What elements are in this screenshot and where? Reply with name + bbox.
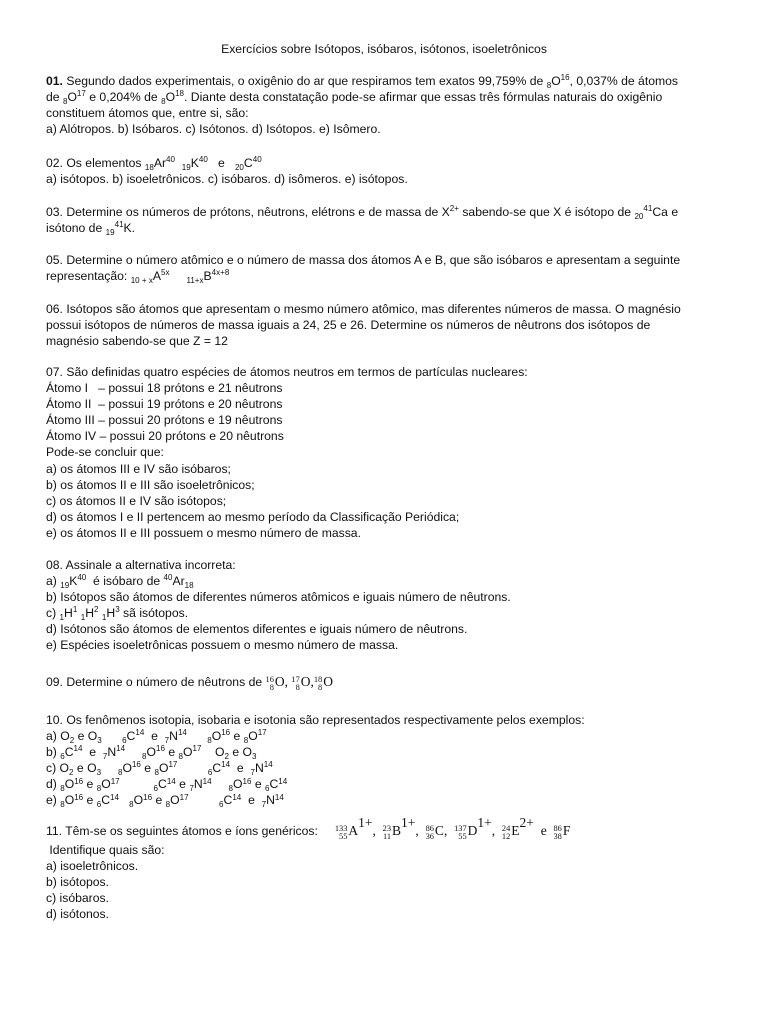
question-06 [46, 301, 726, 349]
text-span: 7 [261, 800, 267, 810]
text-span: A [348, 823, 359, 838]
text-span: O [64, 793, 75, 808]
options-row: a) isótopos. b) isoeletrônicos. c) isóbaros. d) isômeros. e) isótopos. [46, 172, 408, 187]
text-span: 16 [74, 776, 84, 786]
text-span: 17 [291, 674, 300, 684]
text-span: 7 [164, 735, 170, 745]
text-span: C [212, 761, 222, 776]
text-span: B [392, 823, 402, 838]
text-span: 17 [110, 776, 120, 786]
text-line [46, 204, 726, 220]
text-span: e [76, 761, 84, 776]
text-span: 19 [60, 580, 70, 590]
text-span: 8 [117, 768, 123, 778]
text-span: c) [46, 761, 57, 776]
text-span: O [87, 761, 97, 776]
text-span: 6 [60, 752, 65, 761]
text-span: 7 [189, 784, 194, 794]
text-span: magnésio sabendo-se que Z = 12 [46, 334, 228, 349]
text-span: 03. Determine os números de prótons, nêutrons, elétrons e de massa de X [46, 205, 450, 219]
option-a: a) os átomos III e IV são isóbaros; [46, 461, 231, 476]
option-d: d) Isótonos são átomos de elementos diferentes e iguais número de nêutrons. [46, 622, 468, 637]
text-span: Ar [172, 574, 185, 589]
text-span: e [540, 823, 547, 838]
nuclide-notation [266, 676, 274, 693]
text-span: 8 [154, 768, 159, 778]
text-span: 05. Determine o número atômico e o número de massa dos átomos A e B, que são isóbaros e apresentam a seguinte [46, 253, 681, 267]
text-span: sã isótopos. [119, 606, 189, 621]
text-span: possui isótopos de números de massa iguais a 24, 25 e 26. Determine os números de nêutrons dos isótopos de [46, 318, 651, 333]
text-span: sabendo-se que X é isótopo de [458, 205, 635, 219]
text-span: K. [123, 221, 136, 236]
text-span: 16 [74, 792, 84, 802]
text-span: e [236, 761, 244, 776]
text-span: 17 [257, 728, 267, 738]
text-span: 41 [643, 204, 653, 214]
text-span: 06. Isótopos são átomos que apresentam o mesmo número atômico, mas diferentes números de massa. O magnésio [46, 302, 681, 316]
text-span: , [372, 823, 376, 838]
option-a [46, 728, 726, 744]
text-span: O [122, 761, 132, 776]
page-title: Exercícios sobre Isótopos, isóbaros, isótonos, isoeletrônicos [221, 42, 547, 56]
text-span: e 0,204% de [85, 90, 162, 105]
text-span: C [269, 777, 279, 792]
text-span: O [87, 729, 98, 744]
text-span: O [59, 761, 70, 776]
text-span: 8 [178, 752, 183, 761]
text-span: 17 [192, 744, 202, 754]
text-span: e [254, 777, 262, 792]
text-line [46, 814, 726, 842]
option-b: b) isótopos. [46, 874, 110, 889]
text-span: O [551, 74, 561, 88]
nuclide-notation [335, 825, 348, 842]
text-span: O [248, 729, 258, 744]
text-span: 4x+8 [211, 268, 230, 278]
text-span: , 0,037% de átomos [569, 74, 679, 88]
text-span: 40 [166, 155, 175, 165]
text-span: 11 [382, 832, 392, 842]
text-span: O [146, 745, 156, 760]
text-line [46, 220, 726, 236]
text-span: 40 [198, 155, 208, 165]
text-span: 11+x [186, 275, 204, 285]
text-span: isótono de [46, 221, 106, 236]
text-span: 36 [425, 832, 434, 842]
text-span: O [323, 674, 333, 689]
nuclide-notation [426, 825, 434, 842]
text-span: 6 [207, 768, 213, 778]
text-span: e [232, 745, 240, 760]
text-span: 40 [77, 573, 87, 583]
text-span: 14 [110, 792, 119, 802]
text-span: 18 [313, 674, 323, 684]
question-08 [46, 557, 726, 654]
text-span: a) [46, 729, 57, 744]
text-span: Pode-se concluir que: [46, 445, 164, 460]
nuclide-notation [502, 825, 510, 842]
text-span: e [144, 761, 152, 776]
text-span: 02. Os elementos [46, 156, 145, 170]
text-span: 18 [184, 580, 194, 590]
text-span: representação: [46, 269, 131, 284]
text-span: 10. Os fenômenos isotopia, isobaria e isotonia são representados respectivamente pelos exemplos: [46, 713, 585, 727]
text-span: 86 [553, 823, 562, 833]
text-span: 14 [135, 728, 145, 738]
text-span: H [106, 606, 116, 621]
text-span: H [85, 606, 95, 621]
option-e: e) Espécies isoeletrônicas possuem o mesmo número de massa. [46, 638, 399, 653]
text-span: 16 [242, 776, 252, 786]
text-span: 1+ [401, 814, 416, 830]
text-span: e [168, 745, 176, 760]
text-span: e [86, 777, 94, 792]
text-span: e [155, 793, 163, 808]
text-span: F [562, 823, 571, 838]
text-span: , [415, 823, 419, 838]
text-span: 55 [458, 832, 467, 842]
text-span: 1 [101, 613, 107, 623]
text-span: 8 [62, 96, 68, 106]
option-e [46, 792, 726, 808]
option-c: c) isóbaros. [46, 890, 109, 905]
text-span: 14 [232, 792, 242, 802]
option-a: a) isoeletrônicos. [46, 858, 139, 873]
text-span: 8 [60, 784, 65, 794]
text-span: 16 [560, 73, 570, 83]
question-09 [46, 674, 726, 693]
text-span: 2 [224, 752, 229, 761]
text-span: N [266, 793, 275, 808]
text-span: constituem átomos que, entre si, são: [46, 106, 249, 121]
text-span: 14 [263, 760, 273, 770]
text-span: 8 [546, 80, 552, 90]
text-span: O [274, 674, 285, 689]
question-05 [46, 252, 726, 284]
text-span: e [151, 729, 158, 744]
text-span: 14 [177, 728, 187, 738]
text-span: 14 [278, 776, 288, 786]
text-span: 1+ [477, 814, 492, 830]
text-span: 1 [72, 605, 78, 615]
text-span: Ar [153, 156, 167, 170]
text-span: 137 [454, 823, 467, 833]
text-span: 17 [76, 89, 86, 99]
text-span: 3 [251, 752, 257, 761]
text-span: 133 [334, 823, 348, 833]
text-span: 3 [115, 605, 120, 615]
text-span: 08. Assinale a alternativa incorreta: [46, 558, 236, 572]
nuclide-notation [553, 825, 561, 842]
text-span: B [203, 269, 212, 284]
text-span: 19 [105, 227, 115, 237]
text-span: 16 [265, 674, 274, 684]
option-b [46, 744, 726, 760]
text-span: 8 [207, 735, 212, 745]
text-span: 24 [501, 823, 511, 833]
nuclide-notation [291, 676, 299, 693]
text-span: c) [46, 606, 60, 621]
text-span: O [300, 674, 311, 689]
text-span: 16 [221, 728, 231, 738]
option-d [46, 776, 726, 792]
text-span: , [284, 674, 288, 689]
text-span: 19 [181, 162, 191, 172]
text-span: 2 [94, 605, 99, 615]
text-span: O [233, 777, 243, 792]
text-span: 8 [269, 683, 274, 693]
text-span: é isóbaro de [89, 574, 164, 589]
option-b: b) Isótopos são átomos de diferentes números atômicos e iguais número de nêutrons. [46, 590, 511, 605]
text-span: 16 [143, 792, 153, 802]
text-line [46, 73, 726, 89]
text-span: 18 [175, 89, 185, 99]
text-span: 8 [243, 735, 249, 745]
text-span: 8 [318, 683, 323, 693]
text-span: 20 [234, 162, 244, 172]
nuclide-notation [314, 676, 322, 693]
text-span: de [46, 90, 63, 105]
text-span: 18 [144, 162, 154, 172]
text-span: 2+ [519, 814, 534, 830]
text-span: C [101, 793, 111, 808]
text-line [46, 674, 726, 693]
text-span: e [77, 729, 85, 744]
text-span: 2 [69, 768, 74, 778]
text-span: D [467, 823, 478, 838]
text-span: O [158, 761, 169, 776]
text-span: O [214, 745, 225, 760]
text-span: e [89, 745, 97, 760]
text-span: N [107, 745, 117, 760]
text-span: 3 [96, 768, 102, 778]
text-span: a) [46, 574, 61, 589]
text-span: d) [46, 777, 57, 792]
text-span: O [101, 777, 111, 792]
text-span: Átomo II – possui 19 prótons e 20 nêutrons [46, 397, 283, 412]
text-span: H [64, 606, 73, 621]
text-span: C [64, 745, 74, 760]
text-span: 6 [219, 800, 224, 810]
text-span: C [434, 823, 444, 838]
text-span: 40 [252, 155, 262, 165]
text-span: C [223, 793, 233, 808]
text-span: O [165, 90, 176, 105]
nuclide-notation [383, 825, 391, 842]
question-11 [46, 814, 726, 922]
option-d: d) isótonos. [46, 907, 110, 922]
text-span: N [169, 729, 178, 744]
text-span: e [86, 793, 94, 808]
option-d: d) os átomos I e II pertencem ao mesmo período da Classificação Periódica; [46, 509, 460, 524]
text-span: b) [46, 745, 57, 760]
text-span: 7 [102, 752, 108, 761]
text-span: , [491, 823, 496, 838]
text-span: Ca e [652, 205, 679, 219]
text-span: e) [46, 793, 57, 808]
text-span: 2 [69, 735, 75, 745]
text-span: e [248, 793, 255, 808]
text-span: E [511, 823, 520, 838]
text-span: 5x [161, 268, 170, 278]
text-span: 16 [155, 744, 165, 754]
text-span: 14 [202, 776, 212, 786]
text-span: 3 [97, 735, 102, 745]
text-span: 8 [165, 800, 171, 810]
text-span: Átomo III – possui 20 prótons e 19 nêutrons [46, 413, 283, 428]
text-span: A [152, 269, 161, 284]
text-span: 6 [96, 800, 102, 810]
text-span: 14 [274, 792, 284, 802]
question-07 [46, 364, 726, 541]
text-span: . Diante desta constatação pode-se afirmar que essas três fórmulas naturais do oxigênio [184, 90, 663, 105]
text-span: 1+ [358, 814, 373, 830]
option-a [46, 573, 726, 589]
text-span: Segundo dados experimentais, o oxigênio do ar que respiramos tem exatos 99,759% de [62, 74, 547, 88]
text-span: 8 [96, 784, 102, 794]
text-span: C [243, 156, 253, 170]
text-span: 20 [634, 211, 644, 221]
option-c [46, 605, 726, 621]
text-span: N [193, 777, 203, 792]
text-span: O [64, 777, 75, 792]
text-span: 14 [166, 776, 176, 786]
text-span: 86 [425, 823, 434, 833]
text-span: 07. São definidas quatro espécies de átomos neutros em termos de partículas nucleares: [46, 365, 528, 379]
text-span: 09. Determine o número de nêutrons de [46, 675, 266, 689]
text-span: 8 [129, 800, 134, 810]
text-span: K [69, 574, 78, 589]
text-span: 8 [60, 800, 65, 810]
question-10 [46, 712, 726, 809]
text-span: 14 [73, 744, 83, 754]
text-line [46, 268, 726, 284]
text-span: 16 [131, 760, 141, 770]
question-01 [46, 73, 726, 137]
text-span: 23 [382, 823, 392, 833]
text-span: O [211, 729, 222, 744]
text-span: 8 [142, 752, 147, 761]
text-span: O [170, 793, 180, 808]
text-span: 8 [228, 784, 233, 794]
text-span: Identifique quais são: [46, 842, 165, 857]
text-line [46, 89, 726, 105]
question-03 [46, 204, 726, 236]
text-span: 1 [80, 613, 86, 623]
text-span: O [182, 745, 193, 760]
text-span: , [310, 674, 314, 689]
question-number: 01. [46, 74, 63, 88]
text-span: 12 [501, 832, 511, 842]
text-span: , [443, 823, 448, 838]
text-span: 17 [179, 792, 189, 802]
text-span: 40 [163, 573, 173, 583]
text-span: 6 [265, 784, 270, 794]
text-span: O [133, 793, 144, 808]
text-span: O [242, 745, 252, 760]
text-span: C [126, 729, 136, 744]
text-span: 17 [168, 760, 178, 770]
text-span: K [190, 156, 199, 170]
option-e: e) os átomos II e III possuem o mesmo número de massa. [46, 525, 361, 540]
nuclide-notation [454, 825, 467, 842]
text-line [46, 155, 726, 171]
text-span: 6 [122, 735, 127, 745]
text-span: 38 [553, 832, 562, 842]
text-span: N [254, 761, 264, 776]
text-span: e [218, 156, 225, 170]
text-span: 1 [59, 613, 65, 623]
text-span: Átomo IV – possui 20 prótons e 20 nêutrons [46, 429, 284, 444]
text-span: e [179, 777, 186, 792]
text-span: 6 [153, 784, 158, 794]
option-c: c) os átomos II e IV são isótopos; [46, 493, 227, 508]
text-span: O [60, 729, 70, 744]
text-span: 7 [250, 768, 255, 778]
text-span: 8 [161, 96, 166, 106]
option-b: b) os átomos II e III são isoeletrônicos; [46, 477, 255, 492]
option-c [46, 760, 726, 776]
text-span: 10 + x [130, 275, 153, 285]
text-span: 2+ [449, 204, 459, 214]
question-02 [46, 155, 726, 187]
text-span: Átomo I – possui 18 prótons e 21 nêutrons [46, 381, 283, 396]
text-span: 14 [116, 744, 126, 754]
text-span: 14 [221, 760, 231, 770]
text-span: 41 [114, 220, 124, 230]
text-span: 11. Têm-se os seguintes átomos e íons genéricos: [46, 824, 318, 838]
text-span: e [233, 729, 241, 744]
options-row: a) Alótropos. b) Isóbaros. c) Isótonos. d) Isótopos. e) Isômero. [46, 122, 381, 137]
text-span: 8 [295, 683, 300, 693]
text-span: 55 [339, 832, 348, 842]
text-span: O [67, 90, 77, 105]
text-span: C [158, 777, 167, 792]
